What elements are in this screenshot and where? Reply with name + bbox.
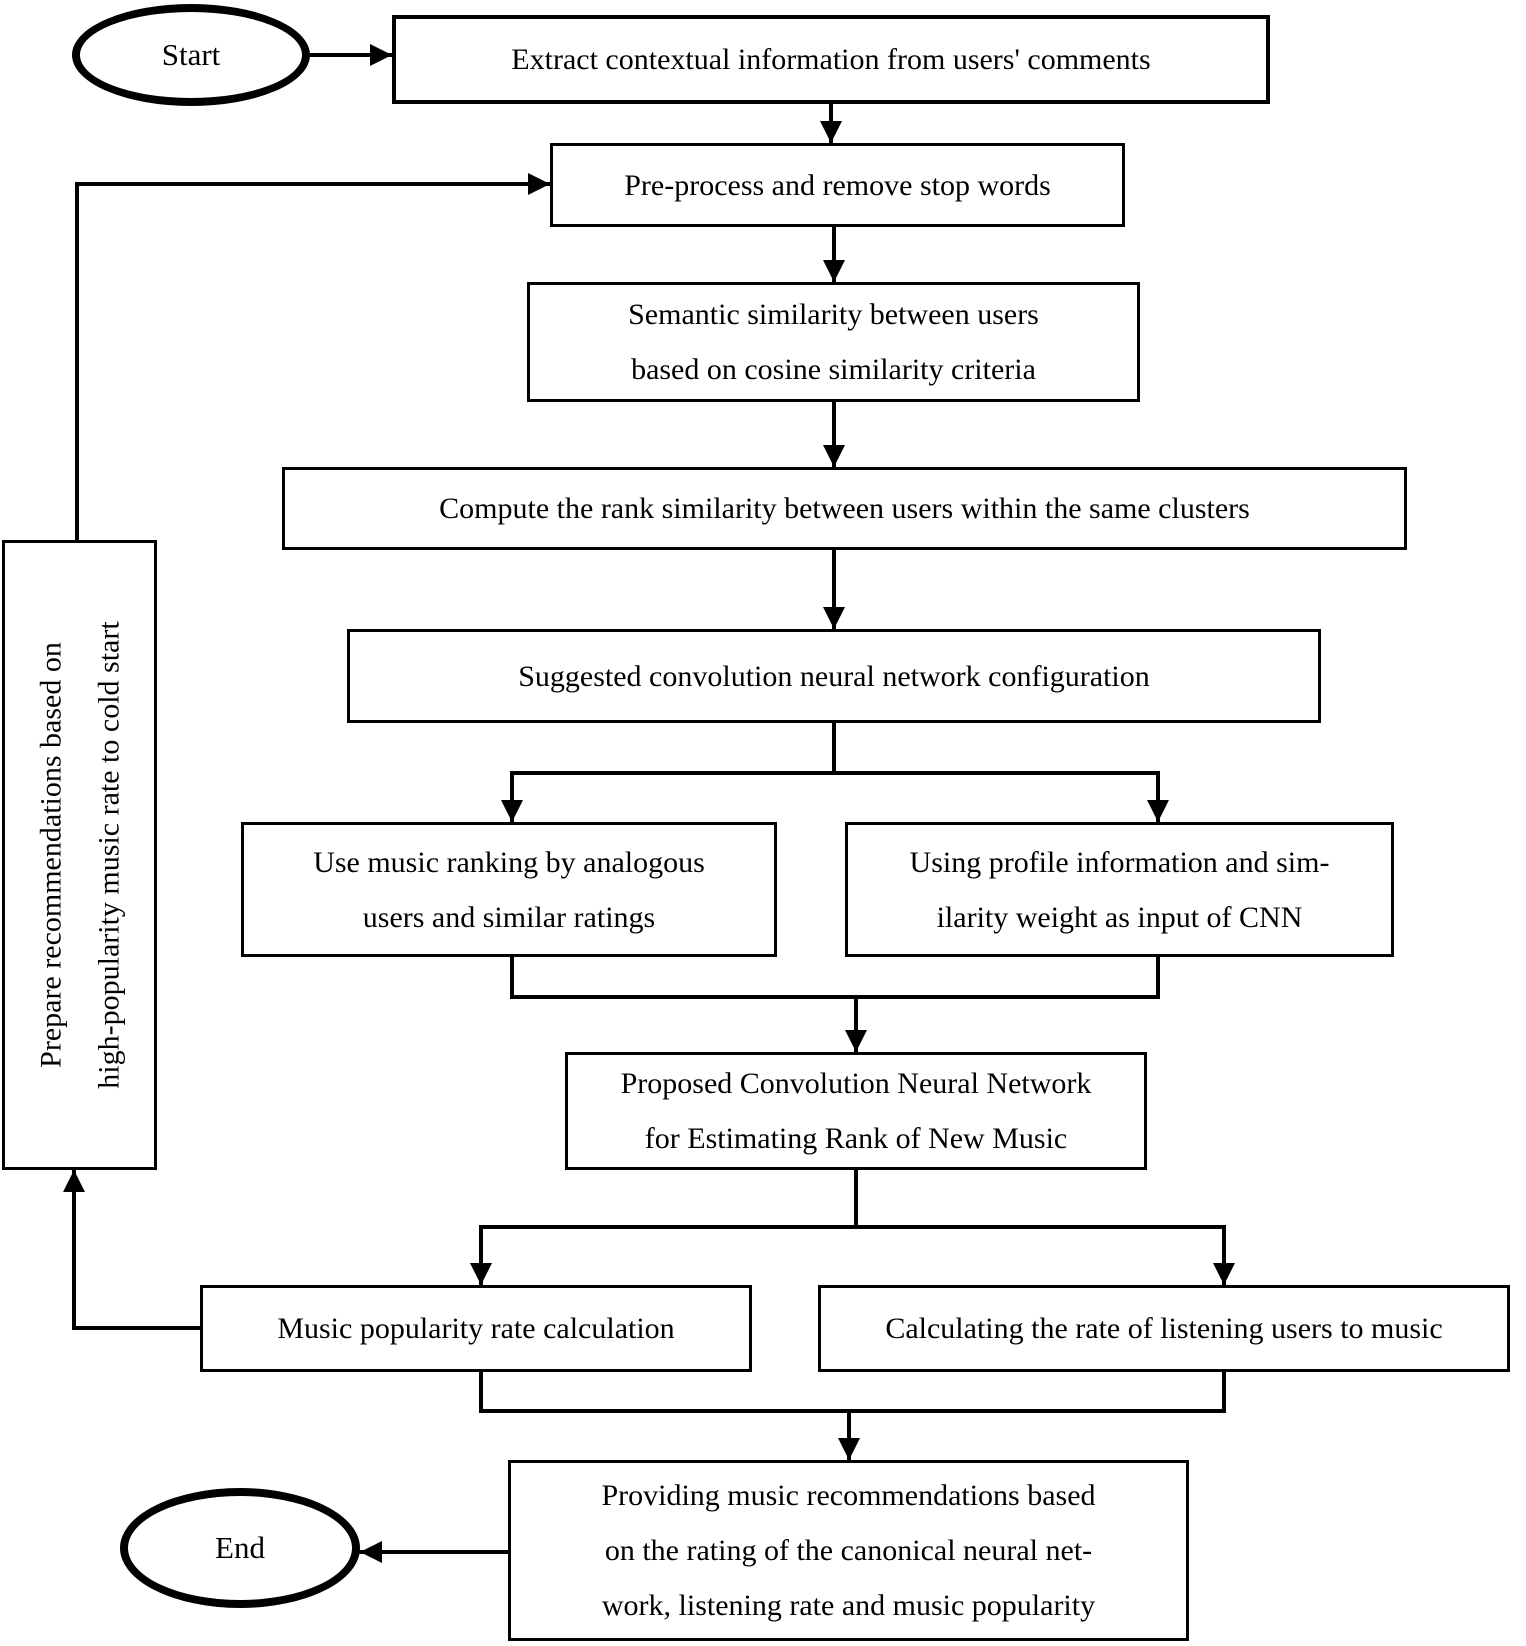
music-ranking-process-line-0: Use music ranking by analogous xyxy=(313,845,705,879)
merge-to-providing-arrowhead xyxy=(838,1438,860,1460)
music-ranking-process-line-1: users and similar ratings xyxy=(362,900,656,934)
listening-merge-drop-segment-0 xyxy=(1222,1370,1226,1413)
preprocess-to-semantic-arrowhead xyxy=(823,260,845,282)
music-ranking-merge-drop-segment-0 xyxy=(510,955,514,999)
semantic-to-rank-arrowhead xyxy=(823,445,845,467)
providing-recommendations-process-line-2: work, listening rate and music popularity xyxy=(601,1589,1096,1622)
proposed-split-bar-segment-0 xyxy=(479,1225,1226,1229)
proposed-split-stem-segment-0 xyxy=(854,1168,858,1229)
music-popularity-rate-process xyxy=(200,1285,752,1372)
rank-similarity-process-line-0: Compute the rank similarity between users within the same clusters xyxy=(439,492,1250,525)
split-to-music-ranking-arrowhead xyxy=(501,800,523,822)
listening-rate-process-line-0: Calculating the rate of listening users to music xyxy=(885,1312,1443,1345)
extract-contextual-info-process xyxy=(392,15,1270,104)
providing-recommendations-process-line-0: Providing music recommendations based xyxy=(601,1479,1096,1512)
providing-recommendations-process-line-1: on the rating of the canonical neural net- xyxy=(604,1534,1093,1567)
extract-contextual-info-process-line-0: Extract contextual information from users' comments xyxy=(511,43,1151,76)
split-to-profile-input-arrowhead xyxy=(1147,800,1169,822)
coldstart-to-preprocess-arrowhead xyxy=(528,173,550,195)
cold-start-recommendations-process xyxy=(2,540,157,1170)
cold-start-recommendations-process-line-0: Prepare recommendations based on xyxy=(33,642,67,1068)
suggested-split-bar-segment-0 xyxy=(510,771,1160,775)
semantic-similarity-process xyxy=(527,282,1140,402)
popularity-to-coldstart-arrowhead xyxy=(63,1170,85,1192)
music-popularity-rate-process-line-0: Music popularity rate calculation xyxy=(277,1312,675,1345)
branch-merge-bar-segment-0 xyxy=(510,995,1160,999)
profile-similarity-input-process-line-1: ilarity weight as input of CNN xyxy=(936,900,1303,934)
music-ranking-process xyxy=(241,822,777,957)
end-terminator xyxy=(120,1488,360,1608)
semantic-similarity-process-line-1: based on cosine similarity criteria xyxy=(631,353,1036,386)
cold-start-recommendations-process-rotated-text xyxy=(9,555,150,1155)
suggested-cnn-config-process-line-0: Suggested convolution neural network configuration xyxy=(518,659,1150,693)
semantic-similarity-process-line-0: Semantic similarity between users xyxy=(628,298,1039,331)
split-to-popularity-arrowhead xyxy=(470,1263,492,1285)
profile-similarity-input-process xyxy=(845,822,1394,957)
popularity-to-coldstart-segment-0 xyxy=(72,1326,202,1330)
popularity-to-coldstart-segment-1 xyxy=(72,1168,76,1330)
popularity-merge-drop-segment-0 xyxy=(479,1370,483,1413)
providing-to-end-arrowhead xyxy=(360,1541,382,1563)
suggested-cnn-config-process xyxy=(347,629,1321,723)
coldstart-to-preprocess-segment-1 xyxy=(75,182,552,186)
proposed-cnn-process xyxy=(565,1052,1147,1170)
coldstart-to-preprocess-segment-0 xyxy=(75,182,79,542)
merge-to-proposed-arrowhead xyxy=(845,1030,867,1052)
preprocess-stop-words-process xyxy=(550,143,1125,227)
extract-to-preprocess-arrowhead xyxy=(820,121,842,143)
rank-similarity-process xyxy=(282,467,1407,550)
profile-similarity-input-process-line-0: Using profile information and sim- xyxy=(909,845,1330,879)
split-to-listening-arrowhead xyxy=(1213,1263,1235,1285)
end-terminator-label: End xyxy=(215,1530,265,1565)
listening-rate-process xyxy=(818,1285,1510,1372)
start-terminator-label: Start xyxy=(161,37,221,72)
cold-start-recommendations-process-line-1: high-popularity music rate to cold start xyxy=(91,621,125,1089)
proposed-cnn-process-line-1: for Estimating Rank of New Music xyxy=(644,1122,1068,1155)
rank-to-suggested-arrowhead xyxy=(823,607,845,629)
profile-input-merge-drop-segment-0 xyxy=(1156,955,1160,999)
start-terminator xyxy=(72,4,310,106)
start-to-extract-arrowhead xyxy=(370,44,392,66)
bottom-merge-bar-segment-0 xyxy=(479,1409,1226,1413)
preprocess-stop-words-process-line-0: Pre-process and remove stop words xyxy=(624,168,1051,202)
providing-recommendations-process xyxy=(508,1460,1189,1641)
suggested-split-stem-segment-0 xyxy=(832,721,836,775)
proposed-cnn-process-line-0: Proposed Convolution Neural Network xyxy=(620,1067,1092,1100)
